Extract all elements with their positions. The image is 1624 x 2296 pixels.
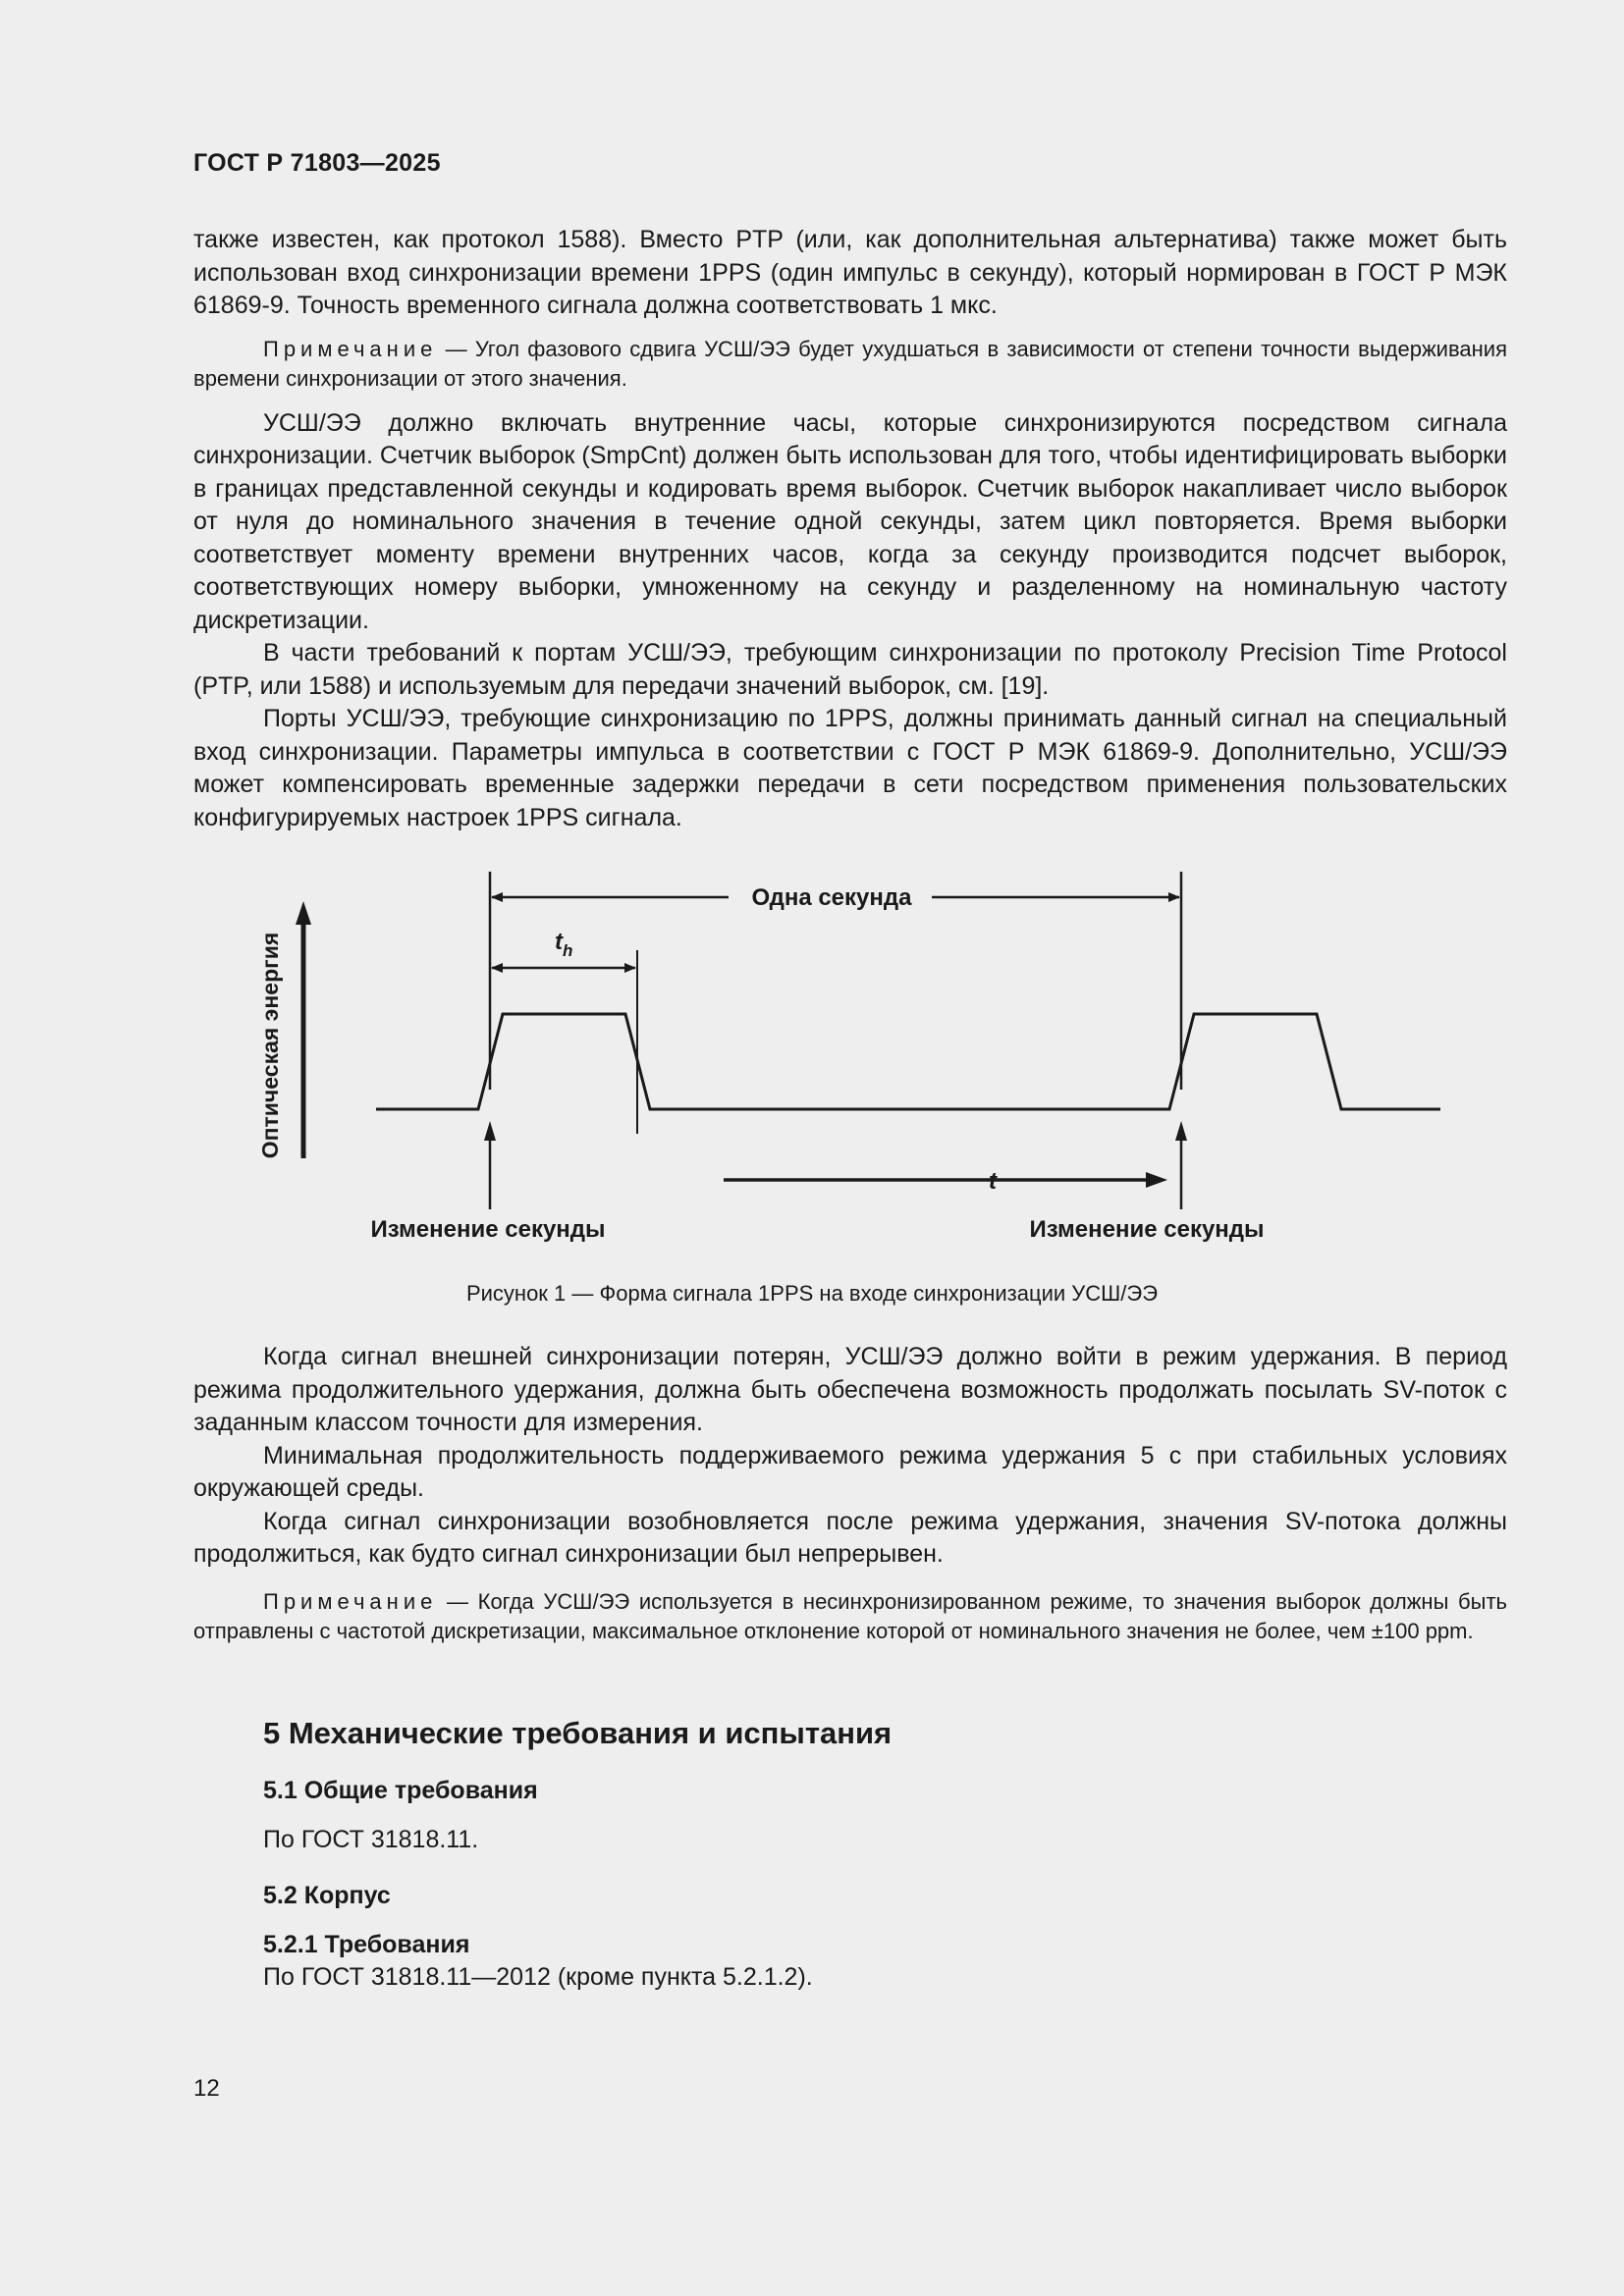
page-number: 12	[193, 2075, 220, 2102]
time-label: t	[989, 1168, 997, 1195]
y-axis-arrowhead	[296, 901, 311, 925]
second-change-arrowhead-right	[1175, 1121, 1187, 1141]
paragraph: Когда сигнал внешней синхронизации потерян, УСШ/ЭЭ должно войти в режим удержания. В период режима продолжительного удержания, должна быть обеспечена возможность продолжать посылать SV-поток с заданным классом точности для измерения.	[193, 1343, 1507, 1436]
second-change-label-right: Изменение секунды	[1029, 1216, 1265, 1243]
one-second-label: Одна секунда	[751, 884, 912, 911]
subsection-title: 5.2 Корпус	[263, 1882, 391, 1909]
paragraph: УСШ/ЭЭ должно включать внутренние часы, которые синхронизируются посредством сигнала синхронизации. Счетчик выборок (SmpCnt) должен быть использован для того, чтобы идентифицировать выборки в границах представленной секунды и кодировать время выборок. Счетчик выборок накапливает число выборок от нуля до номинального значения в течение одной секунды, затем цикл повторяется. Время выборки соответствует моменту времени внутренних часов, когда за секунду производится подсчет выборок, соответствующих номеру выборки, умноженному на секунду и разделенному на номинальную частоту дискретизации.	[193, 408, 1507, 634]
paragraph: Минимальная продолжительность поддерживаемого режима удержания 5 с при стабильных условиях окружающей среды.	[193, 1441, 1507, 1502]
paragraph: По ГОСТ 31818.11—2012 (кроме пункта 5.2.1.2).	[263, 1963, 813, 1991]
time-arrowhead	[1146, 1172, 1167, 1188]
note-label: Примечание	[263, 336, 438, 361]
second-change-arrowhead-left	[484, 1121, 496, 1141]
th-label: $t_h$	[555, 929, 573, 960]
note-label: Примечание	[263, 1588, 438, 1614]
note	[193, 1587, 1507, 1646]
second-change-label-left: Изменение секунды	[370, 1216, 606, 1243]
waveform	[376, 1014, 1440, 1109]
paragraph: Порты УСШ/ЭЭ, требующие синхронизацию по 1PPS, должны принимать данный сигнал на специальный вход синхронизации. Параметры импульса в соответствии с ГОСТ Р МЭК 61869-9. Дополнительно, УСШ/ЭЭ может компенсировать временные задержки передачи в сети посредством применения пользовательских конфигурируемых настроек 1PPS сигнала.	[193, 705, 1507, 831]
figure-caption: Рисунок 1 — Форма сигнала 1PPS на входе синхронизации УСШ/ЭЭ	[465, 1281, 1159, 1306]
note	[193, 335, 1507, 394]
signal-diagram	[193, 864, 1507, 1256]
subsection-title: 5.2.1 Требования	[263, 1931, 470, 1958]
subsection-title: 5.1 Общие требования	[263, 1777, 538, 1804]
paragraph: также известен, как протокол 1588). Вместо PTP (или, как дополнительная альтернатива) также может быть использован вход синхронизации времени 1PPS (один импульс в секунду), который нормирован в ГОСТ Р МЭК 61869-9. Точность временного сигнала должна соответствовать 1 мкс.	[193, 226, 1507, 319]
paragraph: По ГОСТ 31818.11.	[263, 1826, 479, 1853]
text-block-middle	[193, 1341, 1507, 1646]
standard-header: ГОСТ Р 71803—2025	[193, 149, 441, 177]
note-text: — Угол фазового сдвига УСШ/ЭЭ будет ухудшаться в зависимости от степени точности выдерживания времени синхронизации от этого значения.	[193, 336, 1507, 391]
paragraph: В части требований к портам УСШ/ЭЭ, требующим синхронизации по протоколу Precision Time Protocol (PTP, или 1588) и используемым для передачи значений выборок, см. [19].	[193, 639, 1507, 700]
paragraph: Когда сигнал синхронизации возобновляется после режима удержания, значения SV-потока должны продолжиться, как будто сигнал синхронизации был непрерывен.	[193, 1507, 1507, 1568]
text-block-top	[193, 224, 1507, 834]
figure-1pps-signal	[193, 864, 1507, 1256]
note-text: — Когда УСШ/ЭЭ используется в несинхронизированном режиме, то значения выборок должны быть отправлены с частотой дискретизации, максимальное отклонение которой от номинального значения не более, чем ±100 ppm.	[193, 1588, 1507, 1643]
y-axis-label: Оптическая энергия	[257, 932, 283, 1159]
section-title: 5 Механические требования и испытания	[263, 1716, 893, 1750]
